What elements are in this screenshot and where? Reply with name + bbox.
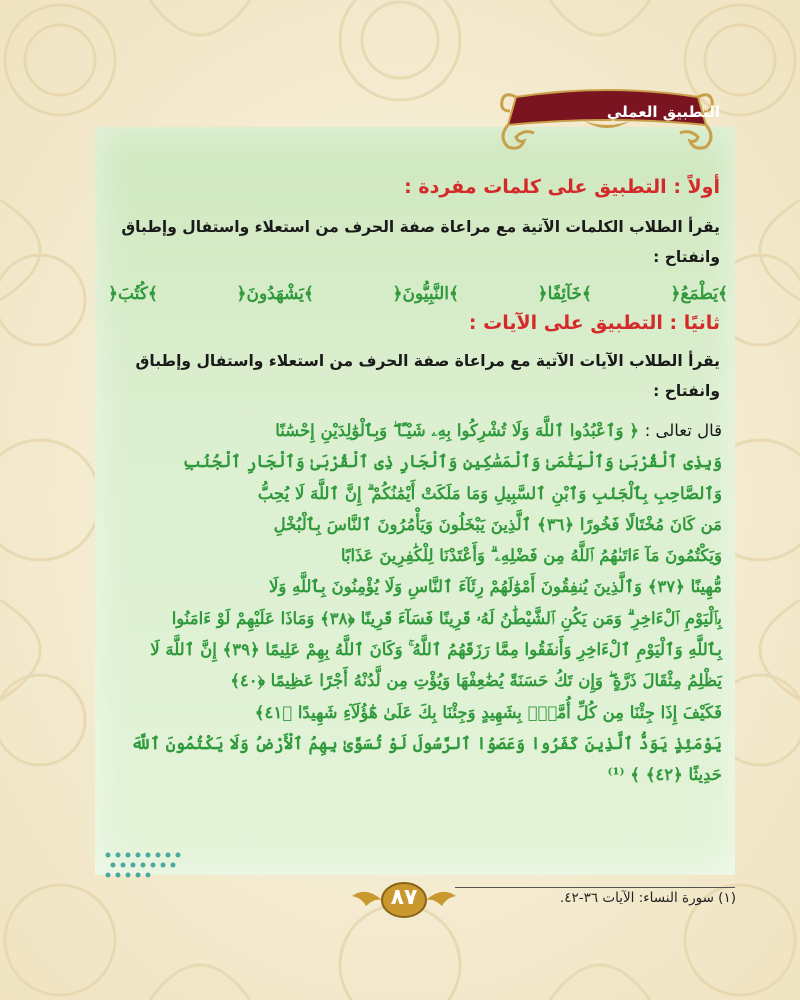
section2-instruction-line2: وانفتاح : [653,382,720,400]
word-item: ﴿خَآئِفًا﴾ [537,284,592,304]
section1-instruction [90,212,720,272]
banner-title: التطبيق العملي [606,103,720,121]
verse-line: وَيَكْتُمُونَ مَآ ءَاتَىٰهُمُ ٱللَّهُ مِن فَضْلِهِۦ ۗ وَأَعْتَدْنَا لِلْكَٰفِرِينَ عَذَابًا [340,546,722,566]
verses-block [97,415,722,791]
banner-ornament-icon [494,85,720,159]
verse-intro: قال تعالى : [644,421,722,440]
verse-line: بِٱللَّهِ وَٱلْيَوْمِ ٱلْءَاخِرِ وَأَنفَقُوا مِمَّا رَزَقَهُمُ ٱللَّهُ ۚ وَكَانَ ٱللَّهُ بِهِمْ عَلِيمًا ﴿٣٩﴾ إِنَّ ٱللَّهَ لَا [150,640,722,660]
verse-line: بِٱلْيَوْمِ ٱلْءَاخِرِ ۗ وَمَن يَكُنِ ٱلشَّيْطَٰنُ لَهُۥ قَرِينًا فَسَآءَ قَرِينًا ﴿٣٨﴾ وَمَاذَا عَلَيْهِمْ لَوْ ءَامَنُوا [171,608,722,628]
footnote-divider [455,887,735,888]
verse-line: وَٱلصَّاحِبِ بِٱلْجَنۢبِ وَٱبْنِ ٱلسَّبِيلِ وَمَا مَلَكَتْ أَيْمَٰنُكُمْ ۗ إِنَّ ٱللَّهَ لَا يُحِبُّ [257,483,722,503]
verse-line: حَدِيثًا ﴿٤٢﴾ ﴾ ⁽¹⁾ [607,765,722,785]
ministry-logo-icon [100,845,190,885]
section2-instruction-line1: يقرأ الطلاب الآيات الآتية مع مراعاة صفة الحرف من استعلاء واستفال وإطباق [135,352,720,370]
verse-line: مُّهِينًا ﴿٣٧﴾ وَٱلَّذِينَ يُنفِقُونَ أَمْوَٰلَهُمْ رِئَآءَ ٱلنَّاسِ وَلَا يُؤْمِنُونَ بِٱللَّهِ وَلَا [268,577,722,597]
footnote: (١) سورة النساء: الآيات ٣٦-٤٢. [559,890,736,906]
section2-instruction [90,346,720,406]
verse-line: فَكَيْفَ إِذَا جِئْنَا مِن كُلِّ أُمَّةٍۭ بِشَهِيدٍ وَجِئْنَا بِكَ عَلَىٰ هَٰٓؤُلَآءِ شَهِيدًا ﴿٤١﴾ [254,702,722,722]
section1-heading: أولاً : التطبيق على كلمات مفردة : [404,176,720,198]
verse-line [97,415,722,446]
word-list [108,283,728,311]
page-number: ٨٧ [390,885,418,910]
word-item: ﴿يَطْمَعُ﴾ [670,284,728,304]
word-item: ﴿كُتُبَ﴾ [108,284,158,304]
section1-instruction-line1: يقرأ الطلاب الكلمات الآتية مع مراعاة صفة الحرف من استعلاء واستفال وإطباق [121,218,720,236]
section-banner [494,85,720,159]
verse-line: وَبِذِى ٱلْقُرْبَىٰ وَٱلْيَتَٰمَىٰ وَٱلْمَسَٰكِينِ وَٱلْجَارِ ذِى ٱلْقُرْبَىٰ وَٱلْجَارِ ٱلْجُنُبِ [182,452,722,472]
verse-line-text: ﴿ وَٱعْبُدُوا ٱللَّهَ وَلَا تُشْرِكُوا بِهِۦ شَيْـًٔا ۖ وَبِٱلْوَٰلِدَيْنِ إِحْسَٰنًا [275,421,639,440]
word-item: ﴿يَشْهَدُونَ﴾ [236,284,314,304]
verse-line: مَن كَانَ مُخْتَالًا فَخُورًا ﴿٣٦﴾ ٱلَّذِينَ يَبْخَلُونَ وَيَأْمُرُونَ ٱلنَّاسَ بِٱلْبُخْلِ [273,514,722,534]
word-item: ﴿النَّبِيُّونَ﴾ [392,284,459,304]
section2-heading: ثانيًا : التطبيق على الآيات : [468,312,720,334]
section1-instruction-line2: وانفتاح : [653,248,720,266]
verse-line: يَظْلِمُ مِثْقَالَ ذَرَّةٍ ۖ وَإِن تَكُ حَسَنَةً يُضَٰعِفْهَا وَيُؤْتِ مِن لَّدُنْهُ أَجْرًا عَظِيمًا ﴿٤٠﴾ [230,671,722,691]
verse-line: يَوْمَئِذٍ يَوَدُّ ٱلَّذِينَ كَفَرُوا وَعَصَوُا ٱلرَّسُولَ لَوْ تُسَوَّىٰ بِهِمُ ٱلْأَرْضُ وَلَا يَكْتُمُونَ ٱللَّهَ [130,733,722,753]
